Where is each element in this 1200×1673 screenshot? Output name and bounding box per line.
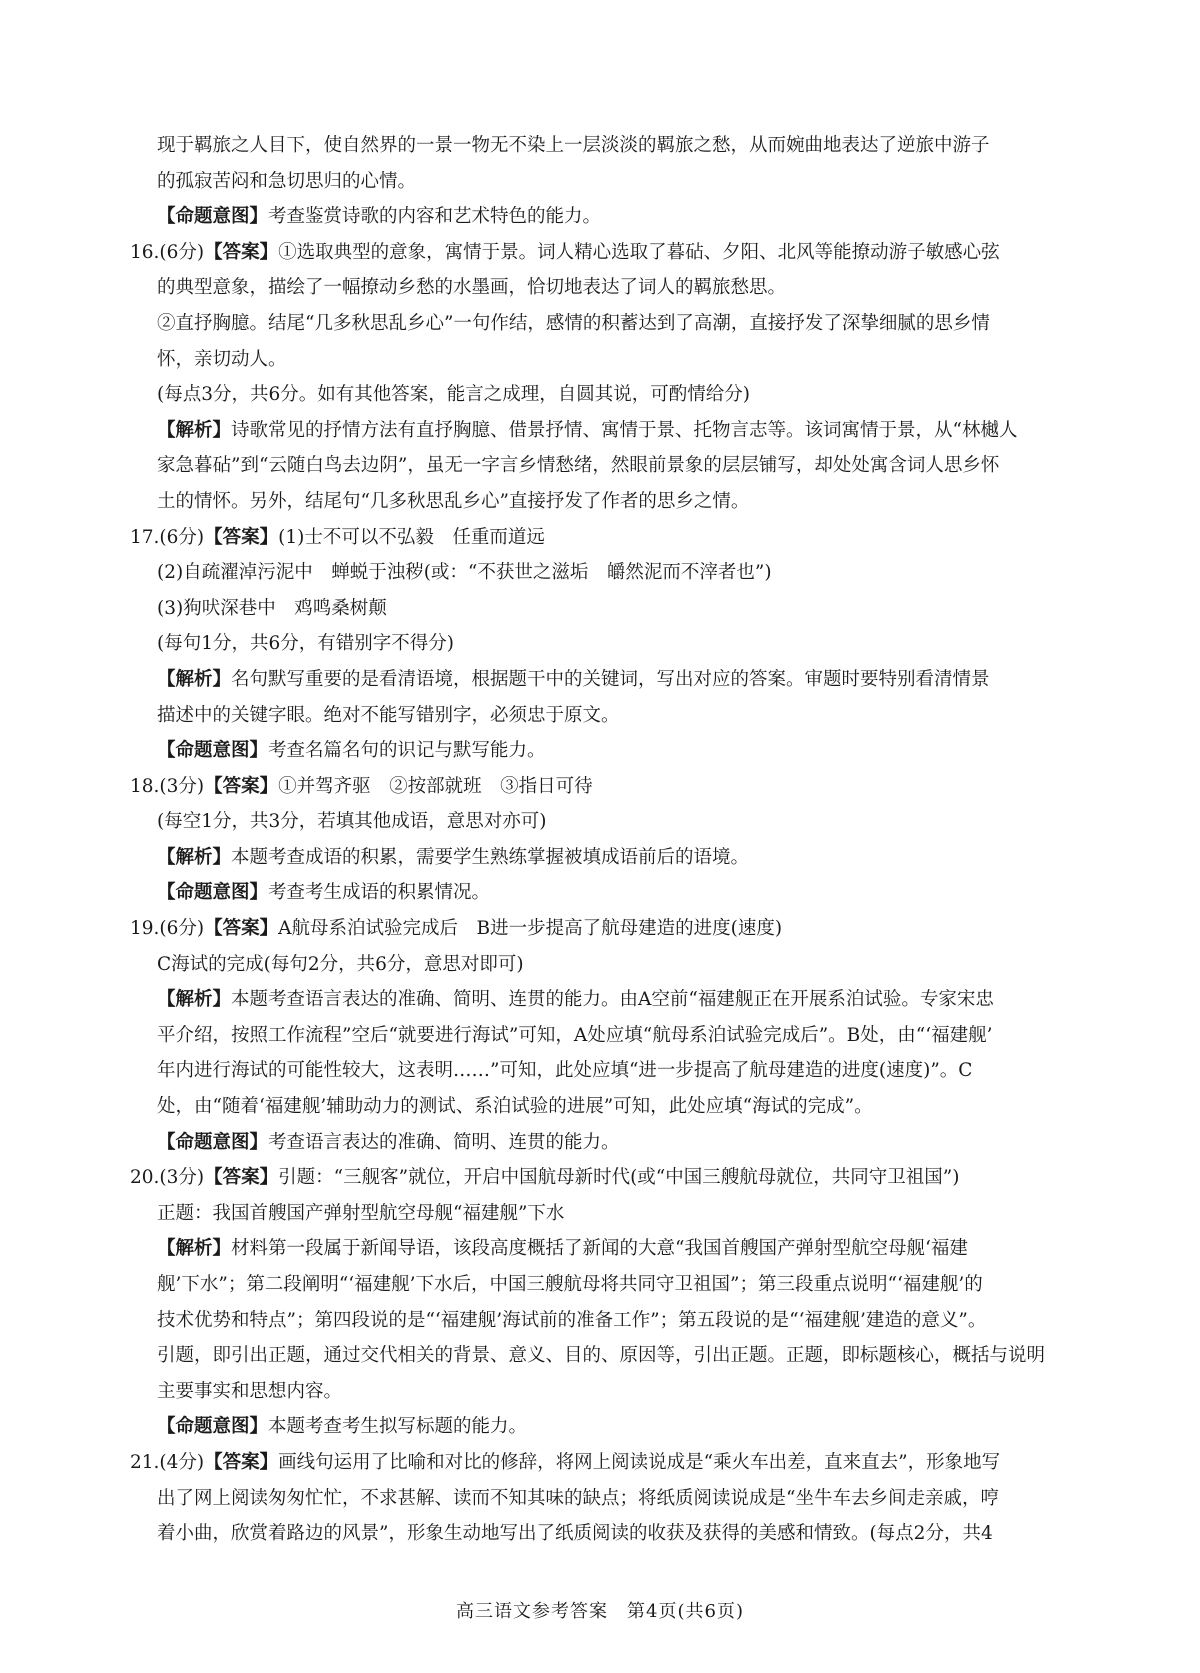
body-text: 描述中的关键字眼。绝对不能写错别字，必须忠于原文。 xyxy=(157,704,620,726)
body-text: C海试的完成(每句2分，共6分，意思对即可) xyxy=(157,953,524,975)
body-text: 20.(3分) xyxy=(130,1167,205,1189)
body-text: 现于羁旅之人目下，使自然界的一景一物无不染上一层淡淡的羁旅之愁，从而婉曲地表达了逆旅中游子 xyxy=(157,135,990,156)
body-text: 技术优势和特点”；第四段说的是“‘福建舰’海试前的准备工作”；第五段说的是“‘福建舰’建造的意义”。 xyxy=(157,1309,987,1331)
body-text: 16.(6分) xyxy=(130,241,205,263)
text-line xyxy=(130,1445,1060,1481)
label-text: 【答案】 xyxy=(204,526,279,548)
body-text: (1)士不可以不弘毅 任重而道远 xyxy=(278,526,545,548)
body-text: 年内进行海试的可能性较大，这表明……”可知，此处应填“进一步提高了航母建造的进度(速度)”。C xyxy=(157,1060,973,1082)
text-line xyxy=(130,1053,1060,1089)
text-line xyxy=(130,982,1060,1018)
text-line xyxy=(130,520,1060,556)
body-text: 19.(6分) xyxy=(130,918,205,940)
text-line xyxy=(130,911,1060,947)
text-line xyxy=(130,448,1060,484)
body-text: 画线句运用了比喻和对比的修辞，将网上阅读说成是“乘火车出差，直来直去”，形象地写 xyxy=(278,1451,1001,1473)
text-line xyxy=(130,626,1060,662)
body-text: 名句默写重要的是看清语境，根据题干中的关键词，写出对应的答案。审题时要特别看清情景 xyxy=(231,668,990,690)
body-text: 本题考查考生拟写标题的能力。 xyxy=(268,1416,528,1438)
text-line xyxy=(130,698,1060,734)
label-text: 【解析】 xyxy=(157,419,232,441)
body-text: 本题考查成语的积累，需要学生熟练掌握被填成语前后的语境。 xyxy=(231,846,750,868)
text-line xyxy=(130,342,1060,378)
text-line xyxy=(130,1481,1060,1517)
label-text: 【答案】 xyxy=(204,1451,279,1473)
text-line xyxy=(130,1374,1060,1410)
body-text: 土的情怀。另外，结尾句“几多秋思乱乡心”直接抒发了作者的思乡之情。 xyxy=(157,490,750,512)
body-text: 的孤寂苦闷和急切思归的心情。 xyxy=(157,170,417,192)
text-line xyxy=(130,128,1060,164)
body-text: 考查鉴赏诗歌的内容和艺术特色的能力。 xyxy=(268,206,602,228)
body-text: 考查考生成语的积累情况。 xyxy=(268,882,491,904)
text-line xyxy=(130,1125,1060,1161)
text-line xyxy=(130,1160,1060,1196)
body-text: 处，由“随着‘福建舰’辅助动力的测试、系泊试验的进展”可知，此处应填“海试的完成”。 xyxy=(157,1096,873,1118)
text-line xyxy=(130,947,1060,983)
body-text: 18.(3分) xyxy=(130,775,205,797)
body-text: 家急暮砧”到“云随白鸟去边阴”，虽无一字言乡情愁绪，然眼前景象的层层铺写，却处处寓含词人思乡怀 xyxy=(157,455,1000,477)
body-text: 考查名篇名句的识记与默写能力。 xyxy=(268,740,546,762)
label-text: 【命题意图】 xyxy=(157,206,269,228)
text-line xyxy=(130,413,1060,449)
body-text: 平介绍，按照工作流程”空后“就要进行海试”可知，A处应填“航母系泊试验完成后”。B处，由“‘福建舰’ xyxy=(157,1024,993,1046)
text-line xyxy=(130,235,1060,271)
text-line xyxy=(130,769,1060,805)
body-text: (每句1分，共6分，有错别字不得分) xyxy=(157,633,454,655)
body-text: A航母系泊试验完成后 B进一步提高了航母建造的进度(速度) xyxy=(278,918,783,940)
label-text: 【解析】 xyxy=(157,668,232,690)
body-text: 21.(4分) xyxy=(130,1451,205,1473)
text-line xyxy=(130,306,1060,342)
text-line xyxy=(130,199,1060,235)
body-text: 诗歌常见的抒情方法有直抒胸臆、借景抒情、寓情于景、托物言志等。该词寓情于景，从“林樾人 xyxy=(231,419,1018,441)
text-line xyxy=(130,733,1060,769)
label-text: 【解析】 xyxy=(157,846,232,868)
label-text: 【答案】 xyxy=(204,775,279,797)
text-line xyxy=(130,377,1060,413)
text-line xyxy=(130,555,1060,591)
body-text: 的典型意象，描绘了一幅撩动乡愁的水墨画，恰切地表达了词人的羁旅愁思。 xyxy=(157,277,787,299)
label-text: 【解析】 xyxy=(157,989,232,1011)
body-text: ②直抒胸臆。结尾“几多秋思乱乡心”一句作结，感情的积蓄达到了高潮，直接抒发了深挚细腻的思乡情 xyxy=(157,312,990,334)
page-footer: 高三语文参考答案 第4页(共6页) xyxy=(456,1601,744,1622)
body-text: 引题，即引出正题，通过交代相关的背景、意义、目的、原因等，引出正题。正题，即标题核心，概括与说明 xyxy=(157,1345,1046,1367)
body-text: (每空1分，共3分，若填其他成语，意思对亦可) xyxy=(157,811,547,833)
text-line xyxy=(130,1409,1060,1445)
label-text: 【命题意图】 xyxy=(157,740,269,762)
body-text: 考查语言表达的准确、简明、连贯的能力。 xyxy=(268,1131,620,1153)
body-text: 材料第一段属于新闻导语，该段高度概括了新闻的大意“我国首艘国产弹射型航空母舰‘福建 xyxy=(231,1238,968,1260)
body-text: ①选取典型的意象，寓情于景。词人精心选取了暮砧、夕阳、北风等能撩动游子敏感心弦 xyxy=(278,241,1000,263)
label-text: 【答案】 xyxy=(204,241,279,263)
text-line xyxy=(130,1231,1060,1267)
body-text: (每点3分，共6分。如有其他答案，能言之成理，自圆其说，可酌情给分) xyxy=(157,384,750,406)
body-text: ①并驾齐驱 ②按部就班 ③指日可待 xyxy=(278,775,593,797)
body-text: 怀，亲切动人。 xyxy=(157,348,287,370)
text-line xyxy=(130,804,1060,840)
text-line xyxy=(130,1089,1060,1125)
text-line xyxy=(130,840,1060,876)
body-text: 引题：“三舰客”就位，开启中国航母新时代(或“中国三艘航母就位，共同守卫祖国”) xyxy=(278,1167,960,1189)
body-text: (3)狗吠深巷中 鸡鸣桑树颠 xyxy=(157,597,387,619)
body-text: 舰’下水”；第二段阐明“‘福建舰’下水后，中国三艘航母将共同守卫祖国”；第三段重点说明“‘福建舰’的 xyxy=(157,1274,983,1295)
text-line xyxy=(130,484,1060,520)
text-line xyxy=(130,1303,1060,1339)
label-text: 【答案】 xyxy=(204,918,279,940)
body-text: 着小曲，欣赏着路边的风景”，形象生动地写出了纸质阅读的收获及获得的美感和情致。(每点2分，共4 xyxy=(157,1523,993,1545)
text-line xyxy=(130,875,1060,911)
text-line xyxy=(130,1018,1060,1054)
label-text: 【命题意图】 xyxy=(157,1416,269,1438)
text-line xyxy=(130,591,1060,627)
label-text: 【解析】 xyxy=(157,1238,232,1260)
label-text: 【命题意图】 xyxy=(157,882,269,904)
body-text: (2)自疏濯淖污泥中 蝉蜕于浊秽(或：“不获世之滋垢 皭然泥而不滓者也”) xyxy=(157,562,772,584)
text-line xyxy=(130,1338,1060,1374)
text-line xyxy=(130,662,1060,698)
text-line xyxy=(130,1267,1060,1303)
text-line xyxy=(130,1196,1060,1232)
answer-key-body xyxy=(130,128,1060,1552)
text-line xyxy=(130,164,1060,200)
label-text: 【答案】 xyxy=(204,1167,279,1189)
body-text: 正题：我国首艘国产弹射型航空母舰“福建舰”下水 xyxy=(157,1202,565,1224)
text-line xyxy=(130,1516,1060,1552)
label-text: 【命题意图】 xyxy=(157,1131,269,1153)
body-text: 17.(6分) xyxy=(130,526,205,548)
body-text: 主要事实和思想内容。 xyxy=(157,1380,343,1402)
body-text: 出了网上阅读匆匆忙忙，不求甚解、读而不知其味的缺点；将纸质阅读说成是“坐牛车去乡间走亲戚，哼 xyxy=(157,1487,999,1509)
text-line xyxy=(130,270,1060,306)
body-text: 本题考查语言表达的准确、简明、连贯的能力。由A空前“福建舰正在开展系泊试验。专家宋忠 xyxy=(231,989,994,1011)
